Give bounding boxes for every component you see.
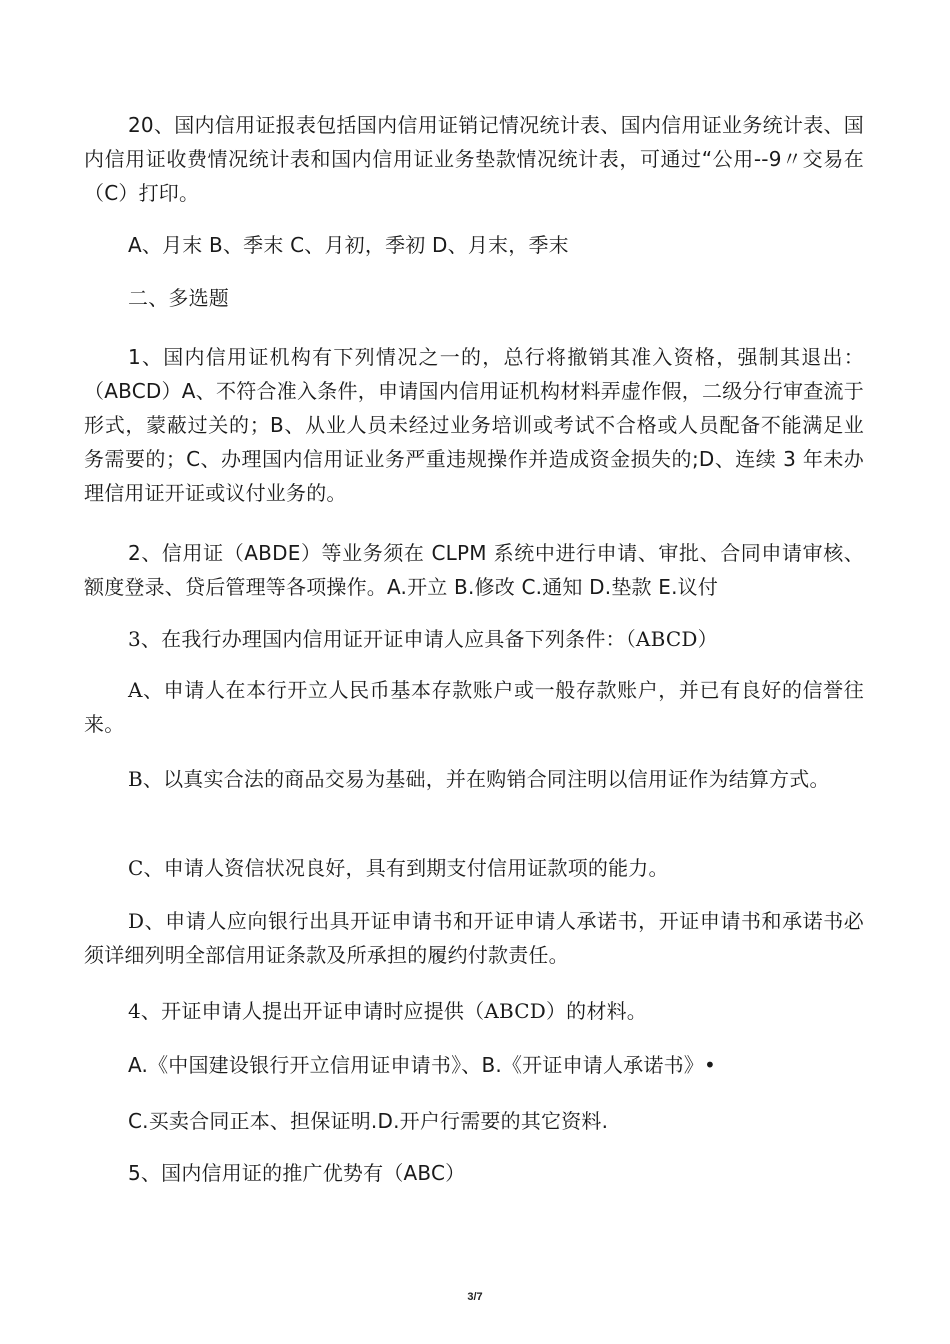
- paragraph-question-20: 20、国内信用证报表包括国内信用证销记情况统计表、国内信用证业务统计表、国内信用证收费情况统计表和国内信用证业务垫款情况统计表，可通过“公用--9〃交易在（C）打印。: [84, 113, 864, 205]
- paragraph-question-3: 3、在我行办理国内信用证开证申请人应具备下列条件：（ABCD）: [128, 627, 718, 651]
- paragraph-question-3-option-b: B、以真实合法的商品交易为基础，并在购销合同注明以信用证作为结算方式。: [128, 767, 830, 791]
- paragraph-question-5: 5、国内信用证的推广优势有（ABC）: [128, 1161, 466, 1185]
- page-number: 3/7: [467, 1291, 483, 1303]
- paragraph-question-3-option-c: C、申请人资信状况良好，具有到期支付信用证款项的能力。: [128, 856, 669, 880]
- section-heading-multiple-choice: 二、多选题: [128, 286, 229, 310]
- paragraph-question-2: 2、信用证（ABDE）等业务须在 CLPM 系统中进行申请、审批、合同申请审核、额度登录、贷后管理等各项操作。A.开立 B.修改 C.通知 D.垫款 E.议付: [84, 541, 864, 599]
- paragraph-question-4-options-cd: C.买卖合同正本、担保证明.D.开户行需要的其它资料.: [128, 1109, 609, 1133]
- paragraph-question-3-option-d: D、申请人应向银行出具开证申请书和开证申请人承诺书，开证申请书和承诺书必须详细列明全部信用证条款及所承担的履约付款责任。: [84, 909, 864, 967]
- paragraph-question-20-options: A、月末 B、季末 C、月初，季初 D、月末，季末: [128, 233, 569, 257]
- paragraph-question-1: 1、国内信用证机构有下列情况之一的，总行将撤销其准入资格，强制其退出：（ABCD）A、不符合准入条件，申请国内信用证机构材料弄虚作假，二级分行审查流于形式，蒙蔽过关的；B、从业人员未经过业务培训或考试不合格或人员配备不能满足业务需要的；C、办理国内信用证业务严重违规操作并造成资金损失的;D、连续 3 年未办理信用证开证或议付业务的。: [84, 345, 864, 505]
- paragraph-question-4: 4、开证申请人提出开证申请时应提供（ABCD）的材料。: [128, 999, 647, 1023]
- paragraph-question-3-option-a: A、申请人在本行开立人民币基本存款账户或一般存款账户，并已有良好的信誉往来。: [84, 678, 864, 736]
- paragraph-question-4-options-ab: A.《中国建设银行开立信用证申请书》、B.《开证申请人承诺书》•: [128, 1053, 716, 1077]
